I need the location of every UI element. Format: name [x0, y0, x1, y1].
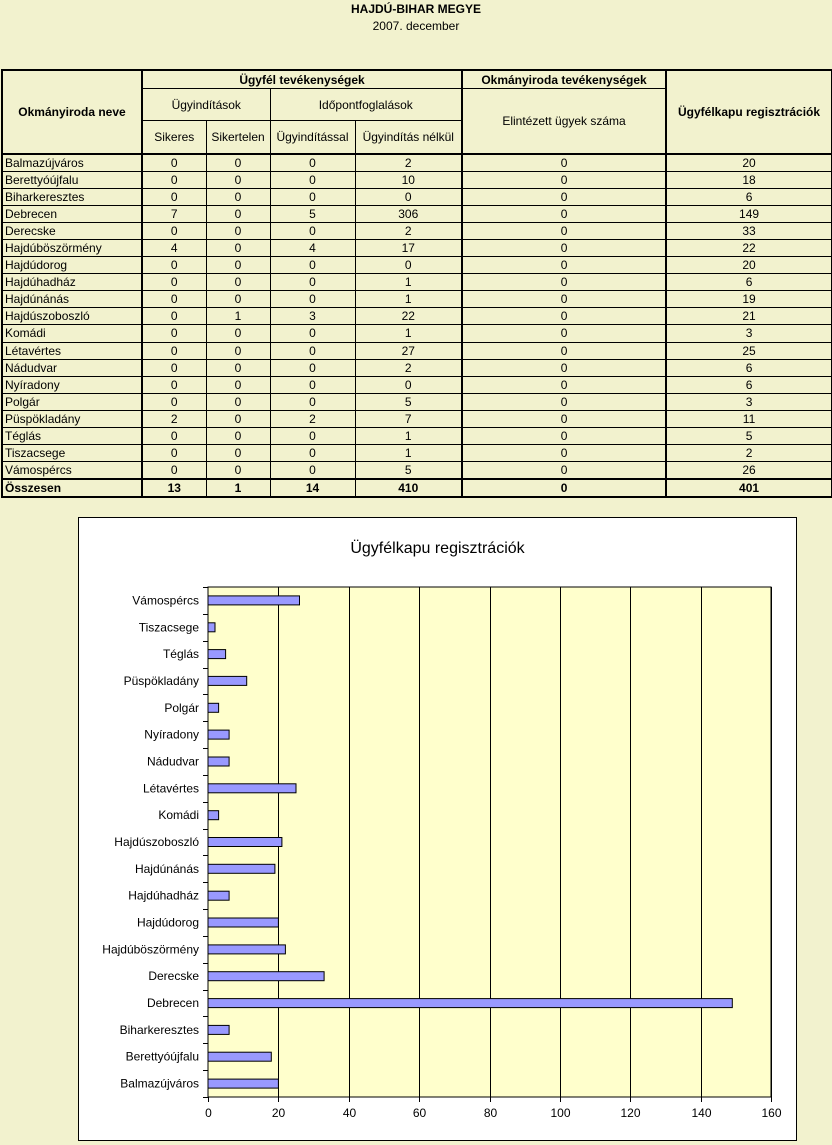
value-cell: 0: [142, 154, 206, 172]
x-tick-label: 100: [550, 1106, 571, 1120]
value-cell: 6: [666, 376, 832, 393]
table-row: [2, 223, 832, 240]
header-office-name: Okmányiroda neve: [2, 70, 142, 154]
value-cell: 0: [462, 342, 666, 359]
value-cell: 5: [270, 206, 355, 223]
value-cell: 0: [270, 393, 355, 410]
value-cell: 0: [462, 325, 666, 342]
value-cell: 2: [142, 410, 206, 427]
value-cell: 0: [142, 427, 206, 444]
value-cell: 3: [666, 393, 832, 410]
value-cell: 0: [270, 325, 355, 342]
x-tick-label: 20: [271, 1106, 286, 1120]
value-cell: 0: [270, 427, 355, 444]
table-row: [2, 291, 832, 308]
y-tick-label: Hajdúböszörmény: [102, 942, 199, 957]
value-cell: 0: [206, 342, 270, 359]
value-cell: 0: [462, 393, 666, 410]
value-cell: 0: [462, 308, 666, 325]
value-cell: 0: [355, 376, 462, 393]
value-cell: 0: [206, 325, 270, 342]
value-cell: 0: [355, 189, 462, 206]
value-cell: 0: [142, 189, 206, 206]
table-row: [2, 325, 832, 342]
value-cell: 0: [270, 342, 355, 359]
value-cell: 0: [206, 274, 270, 291]
value-cell: 5: [355, 461, 462, 479]
value-cell: 0: [462, 410, 666, 427]
bar: [208, 703, 219, 712]
page-title: HAJDÚ-BIHAR MEGYE: [350, 2, 481, 16]
bar: [208, 757, 229, 766]
header-client-activities: Ügyfél tevékenységek: [142, 70, 462, 89]
value-cell: 0: [206, 376, 270, 393]
value-cell: 0: [270, 154, 355, 172]
y-tick-label: Vámospércs: [132, 593, 199, 608]
table-row: [2, 359, 832, 376]
value-cell: 1: [355, 427, 462, 444]
total-value-cell: 0: [462, 479, 666, 497]
value-cell: 0: [142, 342, 206, 359]
value-cell: 20: [666, 154, 832, 172]
value-cell: 0: [142, 308, 206, 325]
x-tick-label: 80: [483, 1106, 498, 1120]
value-cell: 0: [270, 172, 355, 189]
total-value-cell: 13: [142, 479, 206, 497]
office-name-cell: Téglás: [2, 427, 142, 444]
value-cell: 26: [666, 461, 832, 479]
y-tick-label: Komádi: [158, 808, 199, 823]
table-row: [2, 172, 832, 189]
statistics-table: [1, 69, 832, 498]
x-tick-label: 40: [342, 1106, 357, 1120]
value-cell: 0: [142, 257, 206, 274]
bar: [208, 891, 229, 900]
value-cell: 0: [270, 461, 355, 479]
value-cell: 5: [666, 427, 832, 444]
y-tick-label: Polgár: [164, 700, 199, 715]
table-row: [2, 206, 832, 223]
bar: [208, 1052, 271, 1061]
value-cell: 7: [355, 410, 462, 427]
y-tick-label: Téglás: [162, 647, 199, 662]
value-cell: 0: [206, 444, 270, 461]
y-tick-label: Nyíradony: [144, 727, 199, 742]
value-cell: 0: [206, 359, 270, 376]
bar: [208, 1025, 229, 1034]
value-cell: 0: [206, 461, 270, 479]
value-cell: 19: [666, 291, 832, 308]
value-cell: 0: [270, 223, 355, 240]
value-cell: 0: [142, 376, 206, 393]
value-cell: 149: [666, 206, 832, 223]
office-name-cell: Polgár: [2, 393, 142, 410]
y-tick-label: Hajdúnánás: [134, 861, 199, 876]
value-cell: 0: [270, 274, 355, 291]
value-cell: 3: [666, 325, 832, 342]
value-cell: 0: [270, 291, 355, 308]
office-name-cell: Püspökladány: [2, 410, 142, 427]
value-cell: 0: [462, 444, 666, 461]
total-value-cell: 14: [270, 479, 355, 497]
bar: [208, 784, 296, 793]
value-cell: 0: [142, 223, 206, 240]
value-cell: 2: [355, 359, 462, 376]
value-cell: 0: [142, 461, 206, 479]
value-cell: 0: [206, 291, 270, 308]
y-tick-label: Balmazújváros: [120, 1076, 199, 1091]
value-cell: 0: [462, 189, 666, 206]
header-without-initiation: Ügyindítás nélkül: [355, 121, 462, 155]
value-cell: 11: [666, 410, 832, 427]
value-cell: 0: [270, 257, 355, 274]
page-subtitle: 2007. december: [372, 19, 460, 33]
header-processed-cases: Elintézett ügyek száma: [462, 89, 666, 155]
total-value-cell: 1: [206, 479, 270, 497]
value-cell: 0: [206, 240, 270, 257]
value-cell: 2: [355, 154, 462, 172]
bar: [208, 972, 324, 981]
y-tick-label: Nádudvar: [146, 754, 199, 769]
office-name-cell: Létavértes: [2, 342, 142, 359]
table-row: [2, 240, 832, 257]
office-name-cell: Hajdúdorog: [2, 257, 142, 274]
value-cell: 0: [462, 291, 666, 308]
table-row: [2, 342, 832, 359]
value-cell: 0: [142, 444, 206, 461]
value-cell: 0: [206, 189, 270, 206]
value-cell: 4: [270, 240, 355, 257]
bar: [208, 918, 278, 927]
value-cell: 25: [666, 342, 832, 359]
value-cell: 3: [270, 308, 355, 325]
value-cell: 0: [462, 461, 666, 479]
value-cell: 4: [142, 240, 206, 257]
value-cell: 0: [142, 291, 206, 308]
value-cell: 0: [462, 154, 666, 172]
total-value-cell: 410: [355, 479, 462, 497]
value-cell: 21: [666, 308, 832, 325]
value-cell: 0: [462, 240, 666, 257]
table-row: [2, 189, 832, 206]
x-tick-label: 60: [412, 1106, 427, 1120]
bar: [208, 1079, 278, 1088]
bar: [208, 730, 229, 739]
table-row: [2, 410, 832, 427]
value-cell: 0: [462, 257, 666, 274]
value-cell: 0: [462, 223, 666, 240]
header-initiations: Ügyindítások: [142, 89, 270, 121]
y-tick-label: Hajdúdorog: [136, 915, 199, 930]
table-row: [2, 274, 832, 291]
value-cell: 0: [270, 189, 355, 206]
bar: [208, 596, 300, 605]
x-tick-label: 0: [205, 1106, 212, 1120]
office-name-cell: Hajdúszoboszló: [2, 308, 142, 325]
value-cell: 0: [206, 257, 270, 274]
y-tick-label: Debrecen: [146, 996, 199, 1011]
y-tick-label: Biharkeresztes: [119, 1022, 199, 1037]
bar: [208, 945, 285, 954]
value-cell: 0: [206, 427, 270, 444]
office-name-cell: Vámospércs: [2, 461, 142, 479]
value-cell: 0: [462, 427, 666, 444]
value-cell: 1: [206, 308, 270, 325]
value-cell: 0: [462, 359, 666, 376]
value-cell: 0: [270, 359, 355, 376]
bar: [208, 623, 215, 632]
value-cell: 22: [355, 308, 462, 325]
office-name-cell: Nádudvar: [2, 359, 142, 376]
value-cell: 1: [355, 274, 462, 291]
bar: [208, 864, 275, 873]
value-cell: 33: [666, 223, 832, 240]
table-row: [2, 393, 832, 410]
value-cell: 1: [355, 444, 462, 461]
bar: [208, 838, 282, 847]
office-name-cell: Komádi: [2, 325, 142, 342]
value-cell: 5: [355, 393, 462, 410]
x-tick-label: 160: [761, 1106, 782, 1120]
value-cell: 27: [355, 342, 462, 359]
bar-chart: [79, 518, 796, 1140]
y-tick-label: Hajdúhadház: [128, 888, 199, 903]
table-row: [2, 308, 832, 325]
value-cell: 18: [666, 172, 832, 189]
value-cell: 2: [270, 410, 355, 427]
bar: [208, 999, 732, 1008]
table-row: [2, 444, 832, 461]
value-cell: 0: [206, 393, 270, 410]
value-cell: 20: [666, 257, 832, 274]
x-tick-label: 140: [691, 1106, 712, 1120]
table-row: [2, 257, 832, 274]
value-cell: 6: [666, 274, 832, 291]
value-cell: 0: [142, 359, 206, 376]
table-row: [2, 154, 832, 172]
value-cell: 6: [666, 359, 832, 376]
office-name-cell: Balmazújváros: [2, 154, 142, 172]
chart-title: Ügyfélkapu regisztrációk: [350, 540, 525, 557]
office-name-cell: Berettyóújfalu: [2, 172, 142, 189]
value-cell: 0: [206, 223, 270, 240]
value-cell: 0: [462, 376, 666, 393]
table-row: [2, 376, 832, 393]
value-cell: 306: [355, 206, 462, 223]
office-name-cell: Hajdúhadház: [2, 274, 142, 291]
value-cell: 10: [355, 172, 462, 189]
total-value-cell: 401: [666, 479, 832, 497]
header-failed: Sikertelen: [206, 121, 270, 155]
bar: [208, 676, 247, 685]
office-name-cell: Hajdúnánás: [2, 291, 142, 308]
value-cell: 2: [666, 444, 832, 461]
chart-panel: [78, 517, 797, 1141]
y-tick-label: Tiszacsege: [138, 620, 199, 635]
value-cell: 0: [355, 257, 462, 274]
value-cell: 2: [355, 223, 462, 240]
bar: [208, 811, 219, 820]
value-cell: 0: [462, 274, 666, 291]
y-tick-label: Létavértes: [142, 781, 199, 796]
office-name-cell: Derecske: [2, 223, 142, 240]
header-with-initiation: Ügyindítással: [270, 121, 355, 155]
value-cell: 0: [142, 325, 206, 342]
y-tick-label: Derecske: [148, 969, 199, 984]
value-cell: 0: [462, 172, 666, 189]
value-cell: 0: [206, 410, 270, 427]
header-successful: Sikeres: [142, 121, 206, 155]
value-cell: 22: [666, 240, 832, 257]
value-cell: 1: [355, 325, 462, 342]
header-office-activities: Okmányiroda tevékenységek: [462, 70, 666, 89]
value-cell: 0: [270, 444, 355, 461]
table-row: [2, 427, 832, 444]
value-cell: 0: [206, 154, 270, 172]
header-gateway-registrations: Ügyfélkapu regisztrációk: [666, 70, 832, 154]
value-cell: 0: [270, 376, 355, 393]
value-cell: 0: [206, 206, 270, 223]
value-cell: 0: [142, 274, 206, 291]
value-cell: 0: [462, 206, 666, 223]
value-cell: 7: [142, 206, 206, 223]
value-cell: 0: [142, 393, 206, 410]
value-cell: 1: [355, 291, 462, 308]
office-name-cell: Debrecen: [2, 206, 142, 223]
bar: [208, 650, 226, 659]
office-name-cell: Nyíradony: [2, 376, 142, 393]
x-tick-label: 120: [620, 1106, 641, 1120]
y-tick-label: Püspökladány: [123, 673, 199, 688]
value-cell: 17: [355, 240, 462, 257]
value-cell: 6: [666, 189, 832, 206]
total-label-cell: Összesen: [2, 479, 142, 497]
office-name-cell: Hajdúböszörmény: [2, 240, 142, 257]
value-cell: 0: [142, 172, 206, 189]
header-appointments: Időpontfoglalások: [270, 89, 462, 121]
y-tick-label: Hajdúszoboszló: [114, 835, 199, 849]
total-row: [2, 479, 832, 497]
value-cell: 0: [206, 172, 270, 189]
office-name-cell: Biharkeresztes: [2, 189, 142, 206]
office-name-cell: Tiszacsege: [2, 444, 142, 461]
plot-area: [208, 587, 771, 1097]
y-tick-label: Berettyóújfalu: [125, 1049, 199, 1064]
table-row: [2, 461, 832, 479]
